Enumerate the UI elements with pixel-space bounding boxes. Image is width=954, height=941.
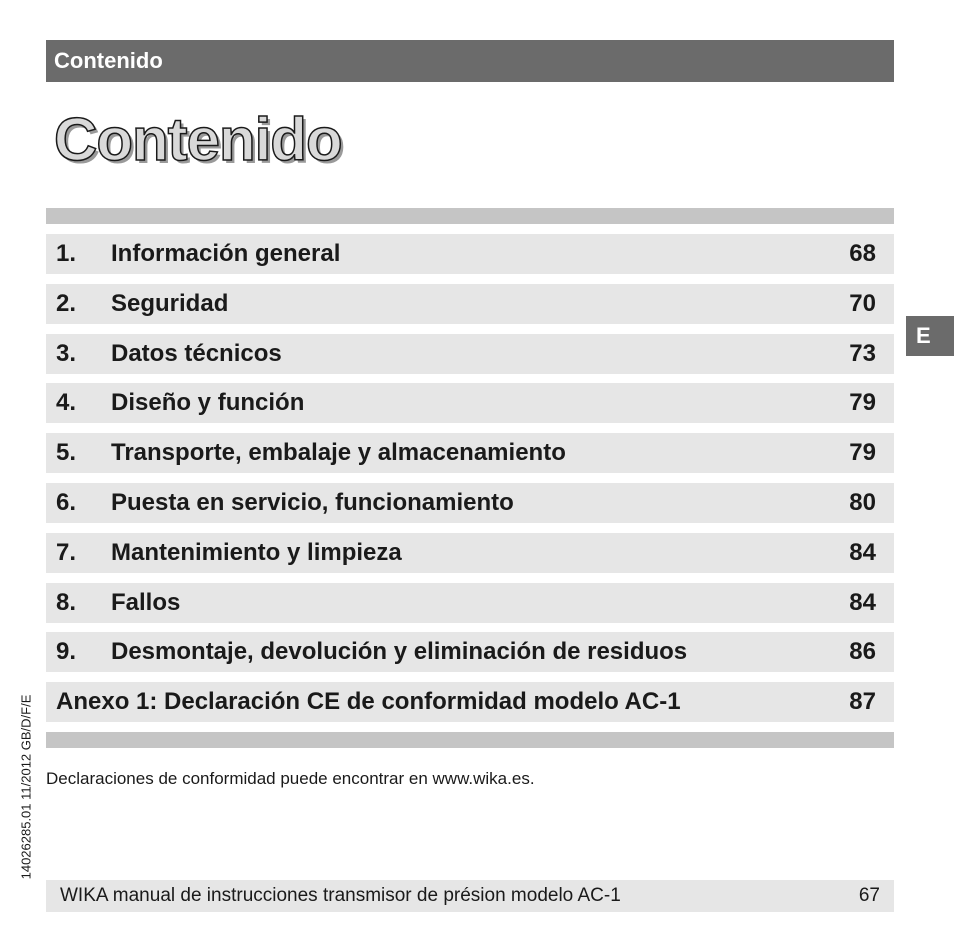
toc-entry-number: 4. [56, 389, 77, 417]
toc-entry-title: Transporte, embalaje y almacenamiento [111, 439, 566, 467]
page-footer [46, 880, 894, 912]
toc-entry-page: 84 [849, 538, 876, 566]
toc-entry-annex-1[interactable] [46, 682, 894, 722]
toc-entry-9[interactable] [46, 632, 894, 672]
toc-entry-number: 5. [56, 439, 77, 467]
toc-entry-number: 1. [56, 240, 77, 267]
toc-entry-4[interactable] [46, 383, 894, 423]
toc-entry-number: 9. [56, 638, 77, 666]
toc-entry-page: 73 [849, 339, 876, 367]
toc-entry-page: 79 [849, 439, 876, 467]
toc-entry-number: 2. [56, 289, 77, 317]
footer-title: WIKA manual de instrucciones transmisor de présion modelo AC-1 [60, 885, 621, 906]
toc-entry-2[interactable] [46, 284, 894, 324]
toc-entry-6[interactable] [46, 483, 894, 523]
toc-entry-title: Puesta en servicio, funcionamiento [111, 488, 514, 516]
toc-entry-title: Seguridad [111, 289, 229, 317]
toc-entry-title: Diseño y función [111, 389, 305, 417]
toc-entry-page: 84 [849, 588, 876, 616]
toc-entry-page: 68 [849, 240, 876, 267]
toc-entry-title: Desmontaje, devolución y eliminación de residuos [111, 638, 688, 666]
toc-entry-page: 86 [849, 638, 876, 666]
toc-entry-page: 87 [849, 688, 876, 716]
top-divider [46, 208, 894, 224]
toc-entry-page: 79 [849, 389, 876, 417]
toc-entry-title: Información general [111, 240, 341, 267]
toc-entry-number: 8. [56, 588, 77, 616]
toc-entry-7[interactable] [46, 533, 894, 573]
footer-page-number: 67 [858, 885, 880, 906]
toc-entry-3[interactable] [46, 334, 894, 374]
page-title: Contenido [54, 106, 342, 173]
toc-entry-8[interactable] [46, 583, 894, 623]
document-code [16, 682, 36, 892]
toc-entry-number: 3. [56, 339, 77, 367]
table-of-contents [46, 234, 894, 732]
bottom-divider [46, 732, 894, 748]
toc-entry-page: 80 [849, 488, 876, 516]
toc-entry-page: 70 [849, 289, 876, 317]
conformity-note: Declaraciones de conformidad puede encontrar en www.wika.es. [46, 769, 535, 788]
toc-entry-number: 6. [56, 488, 77, 516]
toc-entry-1[interactable] [46, 234, 894, 274]
section-header: Contenido [46, 40, 894, 82]
document-code-text: 14026285.01 11/2012 GB/D/F/E [18, 694, 34, 880]
toc-entry-title: Fallos [111, 588, 181, 616]
toc-entry-title: Mantenimiento y limpieza [111, 538, 402, 566]
toc-entry-title: Datos técnicos [111, 339, 282, 367]
toc-entry-number: 7. [56, 538, 77, 566]
toc-entry-5[interactable] [46, 433, 894, 473]
language-tab: E [906, 316, 954, 356]
toc-entry-title: Anexo 1: Declaración CE de conformidad modelo AC-1 [56, 688, 681, 716]
